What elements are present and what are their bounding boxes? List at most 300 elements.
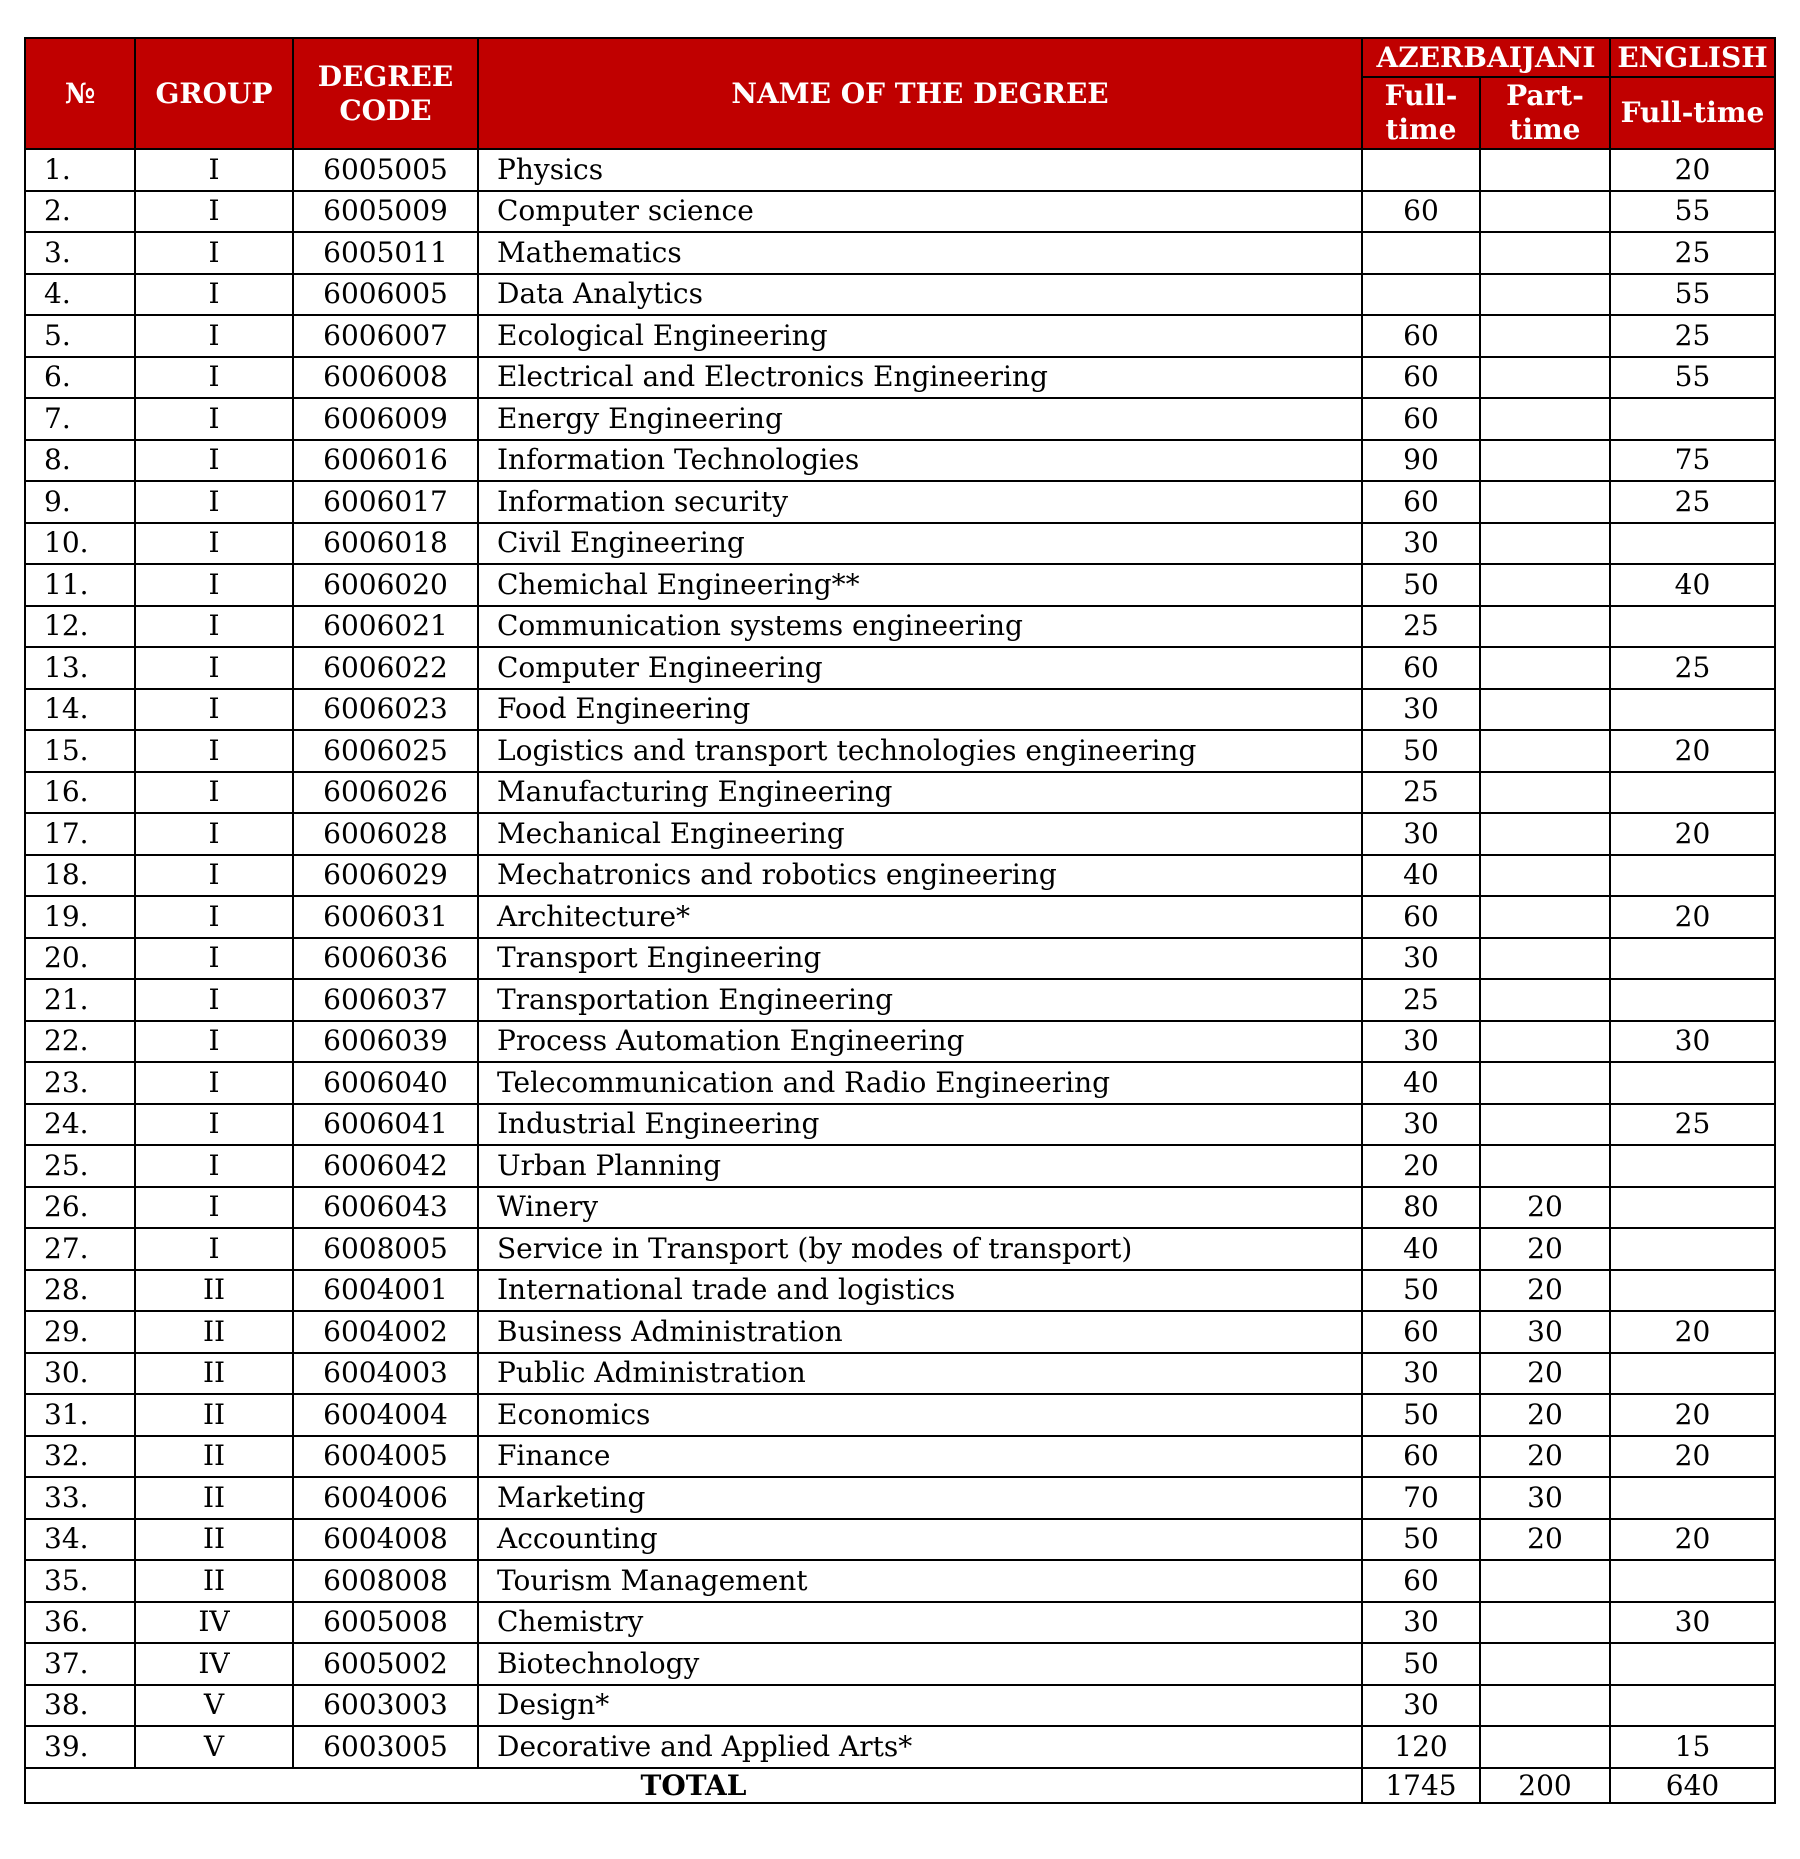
cell-en-full-time: 55 xyxy=(1610,191,1775,233)
table-row xyxy=(25,896,1775,938)
header-number: № xyxy=(25,38,135,149)
table-header xyxy=(25,38,1775,149)
cell-group: IV xyxy=(135,1643,293,1685)
table-footer xyxy=(25,1768,1775,1803)
cell-en-full-time xyxy=(1610,979,1775,1021)
cell-degree-name: Biotechnology xyxy=(478,1643,1362,1685)
cell-az-full-time: 60 xyxy=(1362,481,1480,523)
cell-number: 34. xyxy=(25,1519,135,1561)
cell-group: I xyxy=(135,357,293,399)
cell-degree-name: Logistics and transport technologies engineering xyxy=(478,730,1362,772)
cell-az-part-time xyxy=(1480,1560,1610,1602)
cell-group: I xyxy=(135,149,293,191)
table-row xyxy=(25,772,1775,814)
cell-az-part-time xyxy=(1480,896,1610,938)
cell-degree-code: 6004001 xyxy=(293,1270,478,1312)
cell-az-part-time xyxy=(1480,398,1610,440)
cell-group: I xyxy=(135,398,293,440)
cell-number: 13. xyxy=(25,647,135,689)
cell-en-full-time xyxy=(1610,1477,1775,1519)
cell-az-part-time xyxy=(1480,149,1610,191)
table-row xyxy=(25,1270,1775,1312)
cell-degree-code: 6006023 xyxy=(293,689,478,731)
cell-number: 38. xyxy=(25,1685,135,1727)
cell-az-full-time: 50 xyxy=(1362,1643,1480,1685)
cell-az-full-time: 60 xyxy=(1362,357,1480,399)
cell-degree-name: Mechatronics and robotics engineering xyxy=(478,855,1362,897)
cell-degree-name: Design* xyxy=(478,1685,1362,1727)
cell-az-part-time xyxy=(1480,232,1610,274)
cell-degree-name: Transport Engineering xyxy=(478,938,1362,980)
table-row xyxy=(25,730,1775,772)
cell-en-full-time xyxy=(1610,1560,1775,1602)
cell-en-full-time: 55 xyxy=(1610,357,1775,399)
cell-degree-code: 6006009 xyxy=(293,398,478,440)
table-row xyxy=(25,1062,1775,1104)
cell-en-full-time: 20 xyxy=(1610,149,1775,191)
cell-az-full-time: 20 xyxy=(1362,1145,1480,1187)
cell-degree-name: Industrial Engineering xyxy=(478,1104,1362,1146)
cell-degree-name: Manufacturing Engineering xyxy=(478,772,1362,814)
cell-az-full-time: 50 xyxy=(1362,1519,1480,1561)
cell-az-full-time: 30 xyxy=(1362,1021,1480,1063)
cell-az-part-time xyxy=(1480,979,1610,1021)
cell-en-full-time xyxy=(1610,1643,1775,1685)
cell-en-full-time: 40 xyxy=(1610,564,1775,606)
cell-degree-code: 6006043 xyxy=(293,1187,478,1229)
total-en-full-time: 640 xyxy=(1610,1768,1775,1803)
cell-az-part-time: 30 xyxy=(1480,1477,1610,1519)
cell-en-full-time: 25 xyxy=(1610,481,1775,523)
cell-az-part-time xyxy=(1480,1021,1610,1063)
cell-degree-name: Energy Engineering xyxy=(478,398,1362,440)
cell-az-full-time: 60 xyxy=(1362,1560,1480,1602)
cell-en-full-time xyxy=(1610,398,1775,440)
cell-degree-code: 6006039 xyxy=(293,1021,478,1063)
cell-az-full-time: 25 xyxy=(1362,772,1480,814)
header-az-full-time: Full-time xyxy=(1362,77,1480,149)
cell-en-full-time: 30 xyxy=(1610,1021,1775,1063)
cell-az-full-time: 40 xyxy=(1362,855,1480,897)
cell-group: I xyxy=(135,772,293,814)
cell-degree-name: Information security xyxy=(478,481,1362,523)
cell-az-part-time xyxy=(1480,564,1610,606)
cell-en-full-time: 20 xyxy=(1610,1519,1775,1561)
cell-degree-name: Finance xyxy=(478,1436,1362,1478)
cell-az-part-time: 20 xyxy=(1480,1270,1610,1312)
cell-az-full-time: 30 xyxy=(1362,813,1480,855)
cell-group: I xyxy=(135,1145,293,1187)
cell-number: 22. xyxy=(25,1021,135,1063)
cell-degree-name: Service in Transport (by modes of transport) xyxy=(478,1228,1362,1270)
cell-number: 26. xyxy=(25,1187,135,1229)
cell-degree-code: 6003005 xyxy=(293,1726,478,1768)
cell-az-full-time: 30 xyxy=(1362,689,1480,731)
cell-degree-code: 6006031 xyxy=(293,896,478,938)
header-english: ENGLISH xyxy=(1610,38,1775,77)
cell-en-full-time xyxy=(1610,1228,1775,1270)
cell-en-full-time: 75 xyxy=(1610,440,1775,482)
cell-number: 5. xyxy=(25,315,135,357)
cell-degree-name: Architecture* xyxy=(478,896,1362,938)
cell-number: 39. xyxy=(25,1726,135,1768)
cell-number: 1. xyxy=(25,149,135,191)
cell-az-part-time: 20 xyxy=(1480,1228,1610,1270)
table-row xyxy=(25,357,1775,399)
cell-az-full-time: 80 xyxy=(1362,1187,1480,1229)
cell-number: 36. xyxy=(25,1602,135,1644)
cell-degree-code: 6003003 xyxy=(293,1685,478,1727)
header-group: GROUP xyxy=(135,38,293,149)
cell-degree-name: Ecological Engineering xyxy=(478,315,1362,357)
cell-number: 20. xyxy=(25,938,135,980)
degrees-table xyxy=(24,37,1776,1804)
cell-degree-name: Telecommunication and Radio Engineering xyxy=(478,1062,1362,1104)
cell-group: II xyxy=(135,1311,293,1353)
cell-az-part-time xyxy=(1480,523,1610,565)
cell-az-part-time xyxy=(1480,1726,1610,1768)
total-az-full-time: 1745 xyxy=(1362,1768,1480,1803)
cell-az-full-time: 30 xyxy=(1362,1104,1480,1146)
cell-az-full-time xyxy=(1362,149,1480,191)
cell-az-part-time xyxy=(1480,1643,1610,1685)
cell-en-full-time: 25 xyxy=(1610,1104,1775,1146)
cell-number: 2. xyxy=(25,191,135,233)
cell-group: I xyxy=(135,1062,293,1104)
cell-az-part-time xyxy=(1480,938,1610,980)
cell-degree-code: 6006021 xyxy=(293,606,478,648)
header-degree-code: DEGREE CODE xyxy=(293,38,478,149)
cell-degree-name: Winery xyxy=(478,1187,1362,1229)
cell-en-full-time: 25 xyxy=(1610,232,1775,274)
cell-degree-name: Urban Planning xyxy=(478,1145,1362,1187)
cell-group: I xyxy=(135,938,293,980)
table-row xyxy=(25,938,1775,980)
table-body xyxy=(25,149,1775,1768)
cell-az-part-time xyxy=(1480,1602,1610,1644)
cell-number: 24. xyxy=(25,1104,135,1146)
table-row xyxy=(25,1145,1775,1187)
cell-degree-name: Economics xyxy=(478,1394,1362,1436)
cell-az-full-time: 60 xyxy=(1362,398,1480,440)
table-row xyxy=(25,1560,1775,1602)
cell-az-part-time xyxy=(1480,1685,1610,1727)
table-row xyxy=(25,1477,1775,1519)
cell-degree-name: Electrical and Electronics Engineering xyxy=(478,357,1362,399)
cell-az-full-time: 25 xyxy=(1362,606,1480,648)
cell-en-full-time: 20 xyxy=(1610,1436,1775,1478)
table-row xyxy=(25,149,1775,191)
total-row xyxy=(25,1768,1775,1803)
cell-az-part-time xyxy=(1480,191,1610,233)
cell-degree-code: 6008005 xyxy=(293,1228,478,1270)
cell-en-full-time xyxy=(1610,772,1775,814)
cell-number: 27. xyxy=(25,1228,135,1270)
cell-en-full-time xyxy=(1610,1062,1775,1104)
cell-az-full-time: 60 xyxy=(1362,1311,1480,1353)
table-row xyxy=(25,1685,1775,1727)
table-row xyxy=(25,1602,1775,1644)
cell-degree-name: Marketing xyxy=(478,1477,1362,1519)
cell-number: 21. xyxy=(25,979,135,1021)
cell-degree-name: International trade and logistics xyxy=(478,1270,1362,1312)
table-row xyxy=(25,398,1775,440)
cell-az-full-time: 70 xyxy=(1362,1477,1480,1519)
cell-en-full-time xyxy=(1610,606,1775,648)
cell-degree-code: 6004002 xyxy=(293,1311,478,1353)
cell-az-full-time: 60 xyxy=(1362,315,1480,357)
cell-number: 12. xyxy=(25,606,135,648)
cell-az-full-time: 25 xyxy=(1362,979,1480,1021)
cell-az-full-time: 50 xyxy=(1362,1394,1480,1436)
cell-az-full-time xyxy=(1362,232,1480,274)
cell-degree-code: 6006020 xyxy=(293,564,478,606)
cell-group: I xyxy=(135,1104,293,1146)
cell-degree-code: 6006028 xyxy=(293,813,478,855)
cell-number: 9. xyxy=(25,481,135,523)
cell-number: 14. xyxy=(25,689,135,731)
cell-degree-name: Mathematics xyxy=(478,232,1362,274)
header-az-part-time: Part-time xyxy=(1480,77,1610,149)
cell-degree-name: Transportation Engineering xyxy=(478,979,1362,1021)
cell-en-full-time: 20 xyxy=(1610,813,1775,855)
cell-degree-code: 6006017 xyxy=(293,481,478,523)
cell-az-part-time: 20 xyxy=(1480,1436,1610,1478)
cell-az-full-time: 40 xyxy=(1362,1228,1480,1270)
cell-degree-code: 6008008 xyxy=(293,1560,478,1602)
cell-number: 33. xyxy=(25,1477,135,1519)
cell-degree-code: 6004006 xyxy=(293,1477,478,1519)
cell-en-full-time xyxy=(1610,938,1775,980)
cell-az-full-time: 60 xyxy=(1362,647,1480,689)
cell-group: I xyxy=(135,564,293,606)
cell-degree-name: Data Analytics xyxy=(478,274,1362,316)
cell-number: 17. xyxy=(25,813,135,855)
cell-en-full-time: 55 xyxy=(1610,274,1775,316)
cell-group: IV xyxy=(135,1602,293,1644)
cell-degree-code: 6006005 xyxy=(293,274,478,316)
cell-number: 30. xyxy=(25,1353,135,1395)
cell-az-part-time: 30 xyxy=(1480,1311,1610,1353)
table-row xyxy=(25,1394,1775,1436)
cell-group: I xyxy=(135,647,293,689)
cell-group: I xyxy=(135,896,293,938)
cell-number: 6. xyxy=(25,357,135,399)
total-label: TOTAL xyxy=(25,1768,1362,1803)
table-row xyxy=(25,606,1775,648)
cell-group: I xyxy=(135,191,293,233)
cell-en-full-time xyxy=(1610,855,1775,897)
table-row xyxy=(25,191,1775,233)
cell-degree-name: Communication systems engineering xyxy=(478,606,1362,648)
cell-degree-name: Accounting xyxy=(478,1519,1362,1561)
table-row xyxy=(25,481,1775,523)
cell-group: I xyxy=(135,440,293,482)
cell-group: I xyxy=(135,315,293,357)
cell-az-full-time: 50 xyxy=(1362,564,1480,606)
cell-az-part-time xyxy=(1480,274,1610,316)
cell-number: 4. xyxy=(25,274,135,316)
table-row xyxy=(25,1643,1775,1685)
cell-degree-code: 6006041 xyxy=(293,1104,478,1146)
cell-az-full-time: 60 xyxy=(1362,1436,1480,1478)
cell-degree-name: Business Administration xyxy=(478,1311,1362,1353)
cell-group: I xyxy=(135,606,293,648)
cell-group: I xyxy=(135,689,293,731)
cell-group: I xyxy=(135,481,293,523)
cell-degree-code: 6006042 xyxy=(293,1145,478,1187)
table-row xyxy=(25,564,1775,606)
cell-en-full-time xyxy=(1610,1145,1775,1187)
cell-az-full-time: 30 xyxy=(1362,938,1480,980)
cell-en-full-time: 15 xyxy=(1610,1726,1775,1768)
table-row xyxy=(25,689,1775,731)
table-row xyxy=(25,1021,1775,1063)
cell-en-full-time: 20 xyxy=(1610,896,1775,938)
cell-degree-code: 6004003 xyxy=(293,1353,478,1395)
cell-degree-code: 6005009 xyxy=(293,191,478,233)
cell-az-part-time xyxy=(1480,1062,1610,1104)
table-row xyxy=(25,232,1775,274)
cell-az-part-time xyxy=(1480,481,1610,523)
cell-degree-name: Mechanical Engineering xyxy=(478,813,1362,855)
cell-degree-code: 6005002 xyxy=(293,1643,478,1685)
cell-group: V xyxy=(135,1685,293,1727)
header-en-full-time: Full-time xyxy=(1610,77,1775,149)
cell-az-full-time: 30 xyxy=(1362,1685,1480,1727)
cell-number: 31. xyxy=(25,1394,135,1436)
cell-number: 35. xyxy=(25,1560,135,1602)
cell-degree-code: 6004004 xyxy=(293,1394,478,1436)
cell-degree-name: Information Technologies xyxy=(478,440,1362,482)
cell-az-part-time xyxy=(1480,1104,1610,1146)
cell-en-full-time xyxy=(1610,689,1775,731)
cell-degree-name: Computer science xyxy=(478,191,1362,233)
cell-en-full-time: 20 xyxy=(1610,730,1775,772)
cell-degree-name: Decorative and Applied Arts* xyxy=(478,1726,1362,1768)
table-row xyxy=(25,1726,1775,1768)
cell-az-part-time xyxy=(1480,315,1610,357)
cell-group: V xyxy=(135,1726,293,1768)
cell-degree-name: Physics xyxy=(478,149,1362,191)
cell-degree-code: 6006037 xyxy=(293,979,478,1021)
table-row xyxy=(25,647,1775,689)
cell-az-part-time xyxy=(1480,647,1610,689)
table-row xyxy=(25,1104,1775,1146)
cell-number: 11. xyxy=(25,564,135,606)
cell-en-full-time: 25 xyxy=(1610,315,1775,357)
cell-az-full-time: 30 xyxy=(1362,1353,1480,1395)
cell-group: II xyxy=(135,1477,293,1519)
cell-degree-name: Chemistry xyxy=(478,1602,1362,1644)
cell-degree-name: Food Engineering xyxy=(478,689,1362,731)
cell-degree-code: 6006022 xyxy=(293,647,478,689)
cell-degree-code: 6004008 xyxy=(293,1519,478,1561)
cell-number: 7. xyxy=(25,398,135,440)
header-azerbaijani: AZERBAIJANI xyxy=(1362,38,1610,77)
cell-number: 8. xyxy=(25,440,135,482)
cell-az-part-time xyxy=(1480,440,1610,482)
cell-az-full-time: 40 xyxy=(1362,1062,1480,1104)
cell-number: 32. xyxy=(25,1436,135,1478)
cell-en-full-time: 20 xyxy=(1610,1394,1775,1436)
cell-group: II xyxy=(135,1519,293,1561)
cell-degree-code: 6006040 xyxy=(293,1062,478,1104)
cell-number: 23. xyxy=(25,1062,135,1104)
table-row xyxy=(25,274,1775,316)
cell-group: I xyxy=(135,523,293,565)
table-row xyxy=(25,979,1775,1021)
cell-number: 15. xyxy=(25,730,135,772)
cell-az-part-time xyxy=(1480,855,1610,897)
cell-az-full-time: 60 xyxy=(1362,191,1480,233)
cell-az-part-time xyxy=(1480,606,1610,648)
cell-az-part-time xyxy=(1480,689,1610,731)
cell-group: II xyxy=(135,1394,293,1436)
cell-group: I xyxy=(135,1228,293,1270)
table-row xyxy=(25,1519,1775,1561)
cell-degree-code: 6005011 xyxy=(293,232,478,274)
cell-degree-code: 6006016 xyxy=(293,440,478,482)
cell-en-full-time xyxy=(1610,1353,1775,1395)
cell-group: I xyxy=(135,979,293,1021)
cell-az-full-time: 50 xyxy=(1362,730,1480,772)
cell-group: I xyxy=(135,1187,293,1229)
cell-group: I xyxy=(135,1021,293,1063)
table-row xyxy=(25,1436,1775,1478)
cell-degree-code: 6005005 xyxy=(293,149,478,191)
cell-degree-name: Civil Engineering xyxy=(478,523,1362,565)
cell-az-full-time: 90 xyxy=(1362,440,1480,482)
cell-number: 18. xyxy=(25,855,135,897)
cell-group: II xyxy=(135,1270,293,1312)
cell-degree-code: 6006029 xyxy=(293,855,478,897)
cell-az-part-time xyxy=(1480,772,1610,814)
cell-degree-name: Tourism Management xyxy=(478,1560,1362,1602)
cell-en-full-time: 20 xyxy=(1610,1311,1775,1353)
cell-degree-code: 6004005 xyxy=(293,1436,478,1478)
total-az-part-time: 200 xyxy=(1480,1768,1610,1803)
cell-az-part-time: 20 xyxy=(1480,1353,1610,1395)
cell-number: 10. xyxy=(25,523,135,565)
cell-group: I xyxy=(135,813,293,855)
cell-en-full-time: 25 xyxy=(1610,647,1775,689)
cell-degree-code: 6006007 xyxy=(293,315,478,357)
cell-degree-name: Process Automation Engineering xyxy=(478,1021,1362,1063)
table-row xyxy=(25,1353,1775,1395)
cell-az-part-time xyxy=(1480,357,1610,399)
cell-degree-code: 6006025 xyxy=(293,730,478,772)
cell-az-full-time: 120 xyxy=(1362,1726,1480,1768)
cell-number: 29. xyxy=(25,1311,135,1353)
table-row xyxy=(25,1187,1775,1229)
cell-number: 3. xyxy=(25,232,135,274)
cell-az-full-time: 30 xyxy=(1362,1602,1480,1644)
cell-group: I xyxy=(135,232,293,274)
cell-group: II xyxy=(135,1436,293,1478)
cell-az-part-time: 20 xyxy=(1480,1394,1610,1436)
cell-number: 25. xyxy=(25,1145,135,1187)
cell-degree-code: 6006018 xyxy=(293,523,478,565)
cell-az-full-time: 60 xyxy=(1362,896,1480,938)
cell-en-full-time xyxy=(1610,523,1775,565)
cell-degree-name: Chemichal Engineering** xyxy=(478,564,1362,606)
table-row xyxy=(25,855,1775,897)
cell-number: 28. xyxy=(25,1270,135,1312)
cell-az-full-time: 30 xyxy=(1362,523,1480,565)
cell-degree-name: Public Administration xyxy=(478,1353,1362,1395)
cell-degree-name: Computer Engineering xyxy=(478,647,1362,689)
